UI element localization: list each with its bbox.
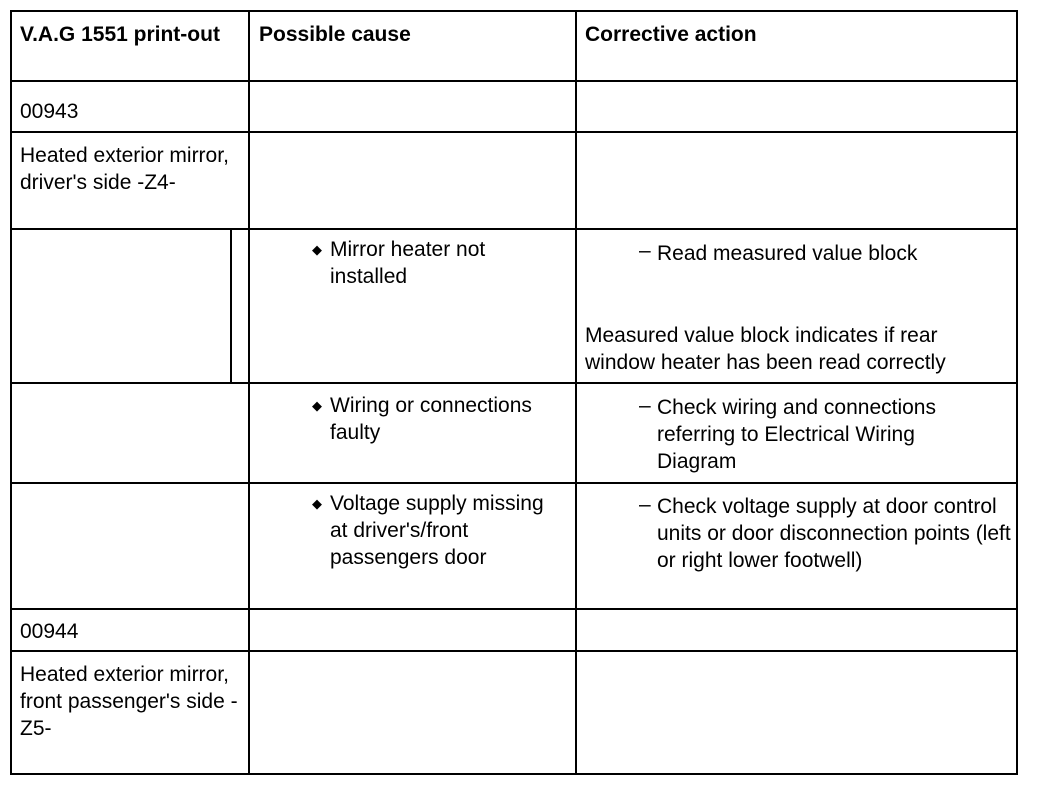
sub-divider-1	[230, 230, 232, 384]
col-divider-1	[248, 12, 250, 773]
action-check-wiring: Check wiring and connections referring to Electrical Wiring Diagram	[657, 396, 936, 473]
row-divider-header	[12, 80, 1016, 82]
fault-description-z4: Heated exterior mirror, driver's side -Z4-	[20, 144, 229, 194]
header-possible-cause: Possible cause	[259, 23, 411, 46]
dash-icon: –	[639, 239, 651, 262]
action-read-measured-value: Read measured value block	[657, 242, 918, 265]
dash-icon: –	[639, 493, 651, 516]
cause-voltage-supply: Voltage supply missing at driver's/front passengers door	[330, 492, 544, 569]
row-divider-5	[12, 608, 1016, 610]
diagnosis-table	[10, 10, 1018, 775]
row-divider-1	[12, 131, 1016, 133]
row-divider-2	[12, 228, 1016, 230]
row-divider-3	[12, 382, 1016, 384]
row-divider-4	[12, 482, 1016, 484]
fault-code-00943: 00943	[20, 100, 79, 123]
bullet-icon: ◆	[312, 398, 322, 413]
row-divider-6	[12, 650, 1016, 652]
dash-icon: –	[639, 394, 651, 417]
fault-description-z5: Heated exterior mirror, front passenger's side -Z5-	[20, 663, 238, 740]
bullet-icon: ◆	[312, 242, 322, 257]
fault-code-00944: 00944	[20, 620, 79, 643]
bullet-icon: ◆	[312, 496, 322, 511]
col-divider-2	[575, 12, 577, 773]
header-corrective-action: Corrective action	[585, 23, 757, 46]
header-printout: V.A.G 1551 print-out	[20, 23, 220, 46]
note-measured-value: Measured value block indicates if rear window heater has been read correctly	[585, 324, 946, 374]
cause-wiring-faulty: Wiring or connections faulty	[330, 394, 532, 444]
action-check-voltage: Check voltage supply at door control units or door disconnection points (left or right lower footwell)	[657, 495, 1011, 572]
cause-mirror-heater: Mirror heater not installed	[330, 238, 486, 288]
